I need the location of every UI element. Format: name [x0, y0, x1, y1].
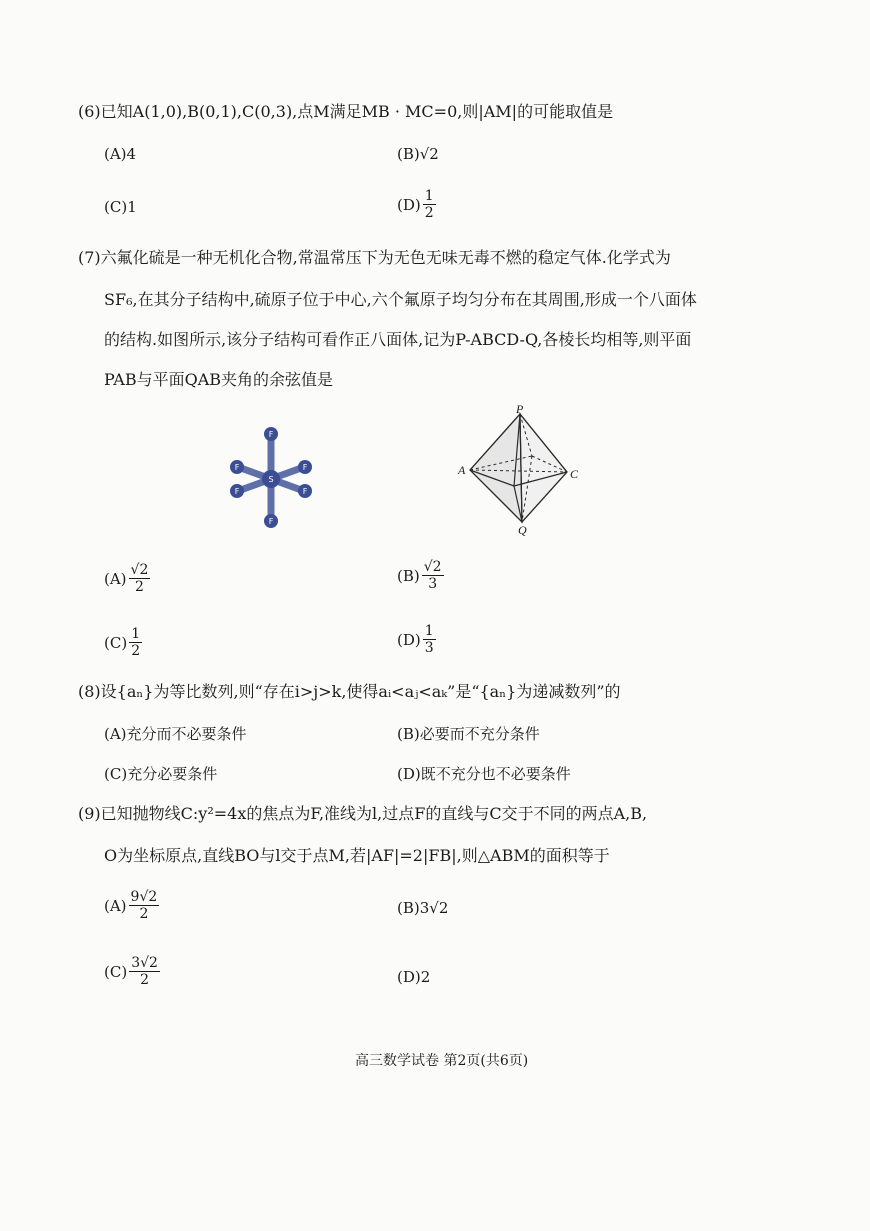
fraction: $\frac{1}{3}$: [424, 623, 434, 656]
fraction: $\frac{9√2}{2}$: [130, 889, 158, 922]
option-label: (C): [104, 962, 128, 981]
sf6-molecule-figure: [222, 425, 322, 530]
label-c: C: [570, 467, 579, 481]
q8-option-c: [104, 763, 217, 784]
octahedron-figure: [452, 404, 592, 538]
q9-line-2: O为坐标原点,直线BO与l交于点M,若|AF|=2|FB|,则△ABM的面积等于: [104, 846, 610, 865]
q8-option-a: [104, 723, 247, 744]
q7-option-b: [397, 559, 444, 592]
option-text: 1: [127, 198, 137, 216]
q8-stem: (8)设{aₙ}为等比数列,则“存在i>j>k,使得aᵢ<aⱼ<aₖ”是“{aₙ}为递减数列”的: [78, 682, 621, 701]
option-label: (C): [104, 764, 128, 783]
svg-text:F: F: [302, 463, 308, 472]
option-label: (D): [397, 195, 421, 214]
option-text: √2: [419, 145, 439, 163]
option-text: 必要而不充分条件: [419, 725, 540, 743]
q6-stem: (6)已知A(1,0),B(0,1),C(0,3),点M满足MB · MC=0,则|AM|的可能取值是: [78, 102, 614, 121]
label-p: P: [516, 404, 524, 416]
q9-option-c: [104, 955, 160, 988]
s-label: S: [268, 475, 274, 484]
q7-option-c: [104, 626, 142, 659]
svg-text:F: F: [268, 517, 274, 526]
q9-line-1: (9)已知抛物线C:y²=4x的焦点为F,准线为l,过点F的直线与C交于不同的两点A,B,: [78, 804, 648, 823]
fraction: $\frac{1}{2}$: [424, 188, 434, 221]
q7-line-3: 的结构.如图所示,该分子结构可看作正八面体,记为P-ABCD-Q,各棱长均相等,则平面: [104, 330, 692, 349]
q7-option-a: [104, 562, 150, 595]
option-text: 3√2: [419, 899, 449, 917]
option-label: (C): [104, 198, 128, 216]
q6-option-b: [397, 145, 439, 163]
q7-line-4: PAB与平面QAB夹角的余弦值是: [104, 370, 334, 389]
q7-line-2: SF₆,在其分子结构中,硫原子位于中心,六个氟原子均匀分布在其周围,形成一个八面体: [104, 290, 697, 309]
option-label: (A): [104, 724, 127, 743]
option-label: (A): [104, 569, 127, 588]
option-label: (D): [397, 630, 421, 649]
q9-option-d: [397, 968, 430, 986]
label-q: Q: [518, 523, 527, 537]
option-label: (D): [397, 968, 421, 986]
option-label: (B): [397, 899, 420, 917]
svg-text:F: F: [234, 487, 240, 496]
q6-option-a: [104, 145, 136, 163]
option-label: (C): [104, 633, 128, 652]
option-label: (A): [104, 145, 127, 163]
q8-option-d: [397, 763, 571, 784]
svg-text:F: F: [268, 430, 274, 439]
option-label: (B): [397, 724, 420, 743]
fraction: $\frac{1}{2}$: [131, 626, 141, 659]
option-label: (D): [397, 764, 421, 783]
label-a: A: [458, 463, 466, 477]
q7-option-d: [397, 623, 436, 656]
q9-option-a: [104, 889, 159, 922]
fraction: $\frac{3√2}{2}$: [131, 955, 158, 988]
option-text: 4: [126, 145, 137, 163]
page-footer: 高三数学试卷 第2页(共6页): [355, 1053, 529, 1069]
option-label: (B): [397, 566, 420, 585]
option-text: 既不充分也不必要条件: [420, 765, 571, 783]
fraction: $\frac{√2}{2}$: [130, 562, 149, 595]
svg-text:F: F: [234, 463, 240, 472]
option-text: 充分而不必要条件: [126, 725, 247, 743]
q9-option-b: [397, 899, 448, 917]
fraction: $\frac{√2}{3}$: [423, 559, 442, 592]
option-text: 充分必要条件: [127, 765, 218, 783]
option-text: 2: [420, 968, 431, 986]
svg-text:F: F: [302, 487, 308, 496]
q6-option-c: [104, 198, 137, 216]
option-label: (B): [397, 145, 420, 163]
q7-line-1: (7)六氟化硫是一种无机化合物,常温常压下为无色无味无毒不燃的稳定气体.化学式为: [78, 248, 671, 267]
q6-option-d: [397, 188, 436, 221]
q8-option-b: [397, 723, 540, 744]
option-label: (A): [104, 896, 127, 915]
